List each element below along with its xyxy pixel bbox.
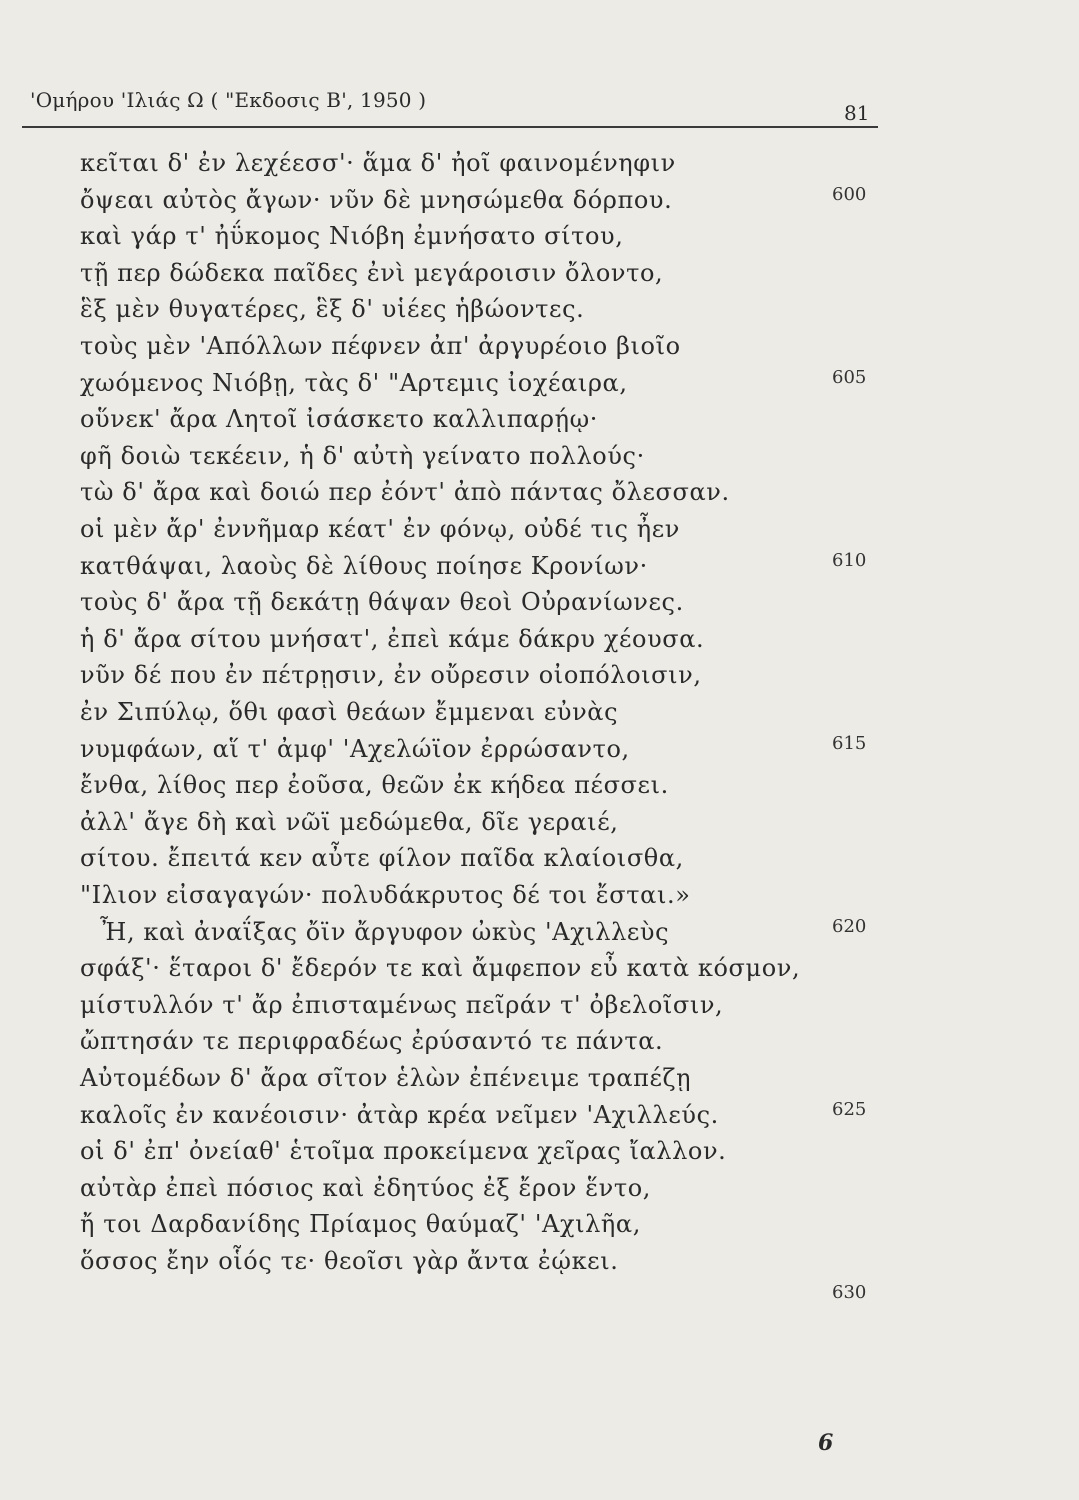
- verse-line: τῇ περ δώδεκα παῖδες ἐνὶ μεγάροισιν ὄλοντο,: [80, 258, 664, 287]
- verse-line: ὤπτησάν τε περιφραδέως ἐρύσαντό τε πάντα.: [80, 1027, 664, 1056]
- line-number: 620: [832, 916, 867, 937]
- verse-line: οἱ μὲν ἄρ' ἐννῆμαρ κέατ' ἐν φόνῳ, οὐδέ τις ἦεν: [80, 515, 680, 543]
- verse-line: οὕνεκ' ἄρα Λητοῖ ἰσάσκετο καλλιπαρῄῳ·: [80, 405, 598, 434]
- page-number: 81: [844, 101, 870, 125]
- line-number: 615: [832, 733, 867, 754]
- verse-line: Αὐτομέδων δ' ἄρα σῖτον ἑλὼν ἐπένειμε τραπέζῃ: [80, 1064, 692, 1092]
- verse-line: κεῖται δ' ἐν λεχέεσσ'· ἅμα δ' ἠοῖ φαινομένηφιν: [80, 149, 676, 177]
- verse-line: ἡ δ' ἄρα σίτου μνήσατ', ἐπεὶ κάμε δάκρυ χέουσα.: [80, 624, 705, 653]
- verse-line: "Ιλιον εἰσαγαγών· πολυδάκρυτος δέ τοι ἔσται.»: [80, 881, 691, 909]
- verse-line: ἀλλ' ἄγε δὴ καὶ νῶϊ μεδώμεθα, δῖε γεραιέ,: [80, 807, 619, 836]
- verse-line: τοὺς δ' ἄρα τῇ δεκάτῃ θάψαν θεοὶ Οὐρανίωνες.: [80, 588, 684, 617]
- verse-line: νυμφάων, αἵ τ' ἀμφ' 'Αχελώϊον ἐρρώσαντο,: [80, 734, 630, 763]
- header-rule: [22, 126, 878, 128]
- verse-line: σφάξ'· ἕταροι δ' ἔδερόν τε καὶ ἄμφεπον εὖ κατὰ κόσμον,: [80, 954, 801, 983]
- line-number: 600: [832, 184, 867, 205]
- running-head: 'Ομήρου 'Ιλιάς Ω ( "Εκδοσις Β', 1950 ): [30, 88, 427, 112]
- line-number: 605: [832, 367, 867, 388]
- verse-line: αὐτὰρ ἐπεὶ πόσιος καὶ ἐδητύος ἐξ ἔρον ἕντο,: [80, 1173, 652, 1202]
- verse-line: τὼ δ' ἄρα καὶ δοιώ περ ἐόντ' ἀπὸ πάντας ὄλεσσαν.: [80, 478, 730, 507]
- verse-line: ὄψεαι αὐτὸς ἄγων· νῦν δὲ μνησώμεθα δόρπου.: [80, 185, 673, 214]
- verse-line: χωόμενος Νιόβῃ, τὰς δ' "Αρτεμις ἰοχέαιρα,: [80, 368, 628, 397]
- verse-line: Ἦ, καὶ ἀναΐξας ὄϊν ἄργυφον ὠκὺς 'Αχιλλεὺς: [100, 917, 670, 946]
- verse-line: καλοῖς ἐν κανέοισιν· ἀτὰρ κρέα νεῖμεν 'Αχιλλεύς.: [80, 1100, 719, 1129]
- verse-line: φῆ δοιὼ τεκέειν, ἡ δ' αὐτὴ γείνατο πολλούς·: [80, 441, 645, 470]
- verse-line: οἱ δ' ἐπ' ὀνείαθ' ἑτοῖμα προκείμενα χεῖρας ἴαλλον.: [80, 1137, 727, 1166]
- signature-mark: 6: [818, 1430, 834, 1456]
- verse-line: ἔνθα, λίθος περ ἐοῦσα, θεῶν ἐκ κήδεα πέσσει.: [80, 771, 669, 800]
- verse-line: σίτου. ἔπειτά κεν αὖτε φίλον παῖδα κλαίοισθα,: [80, 844, 684, 873]
- verse-line: κατθάψαι, λαοὺς δὲ λίθους ποίησε Κρονίων·: [80, 551, 648, 580]
- verse-line: ἤ τοι Δαρδανίδης Πρίαμος θαύμαζ' 'Αχιλῆα,: [80, 1210, 641, 1239]
- verse-line: νῦν δέ που ἐν πέτρῃσιν, ἐν οὔρεσιν οἰοπόλοισιν,: [80, 661, 702, 690]
- verse-line: ἐν Σιπύλῳ, ὅθι φασὶ θεάων ἔμμεναι εὐνὰς: [80, 698, 619, 726]
- verse-line: τοὺς μὲν 'Απόλλων πέφνεν ἀπ' ἀργυρέοιο βιοῖο: [80, 332, 681, 360]
- line-number: 630: [832, 1282, 867, 1303]
- verse-line: καὶ γάρ τ' ἠΰκομος Νιόβη ἐμνήσατο σίτου,: [80, 222, 624, 251]
- verse-line: ἓξ μὲν θυγατέρες, ἓξ δ' υἱέες ἡβώοντες.: [80, 295, 585, 324]
- verse-line: ὅσσος ἔην οἷός τε· θεοῖσι γὰρ ἄντα ἐῴκει.: [80, 1247, 619, 1275]
- line-number: 625: [832, 1099, 867, 1120]
- verse-line: μίστυλλόν τ' ἄρ ἐπισταμένως πεῖράν τ' ὀβελοῖσιν,: [80, 990, 724, 1019]
- line-number: 610: [832, 550, 867, 571]
